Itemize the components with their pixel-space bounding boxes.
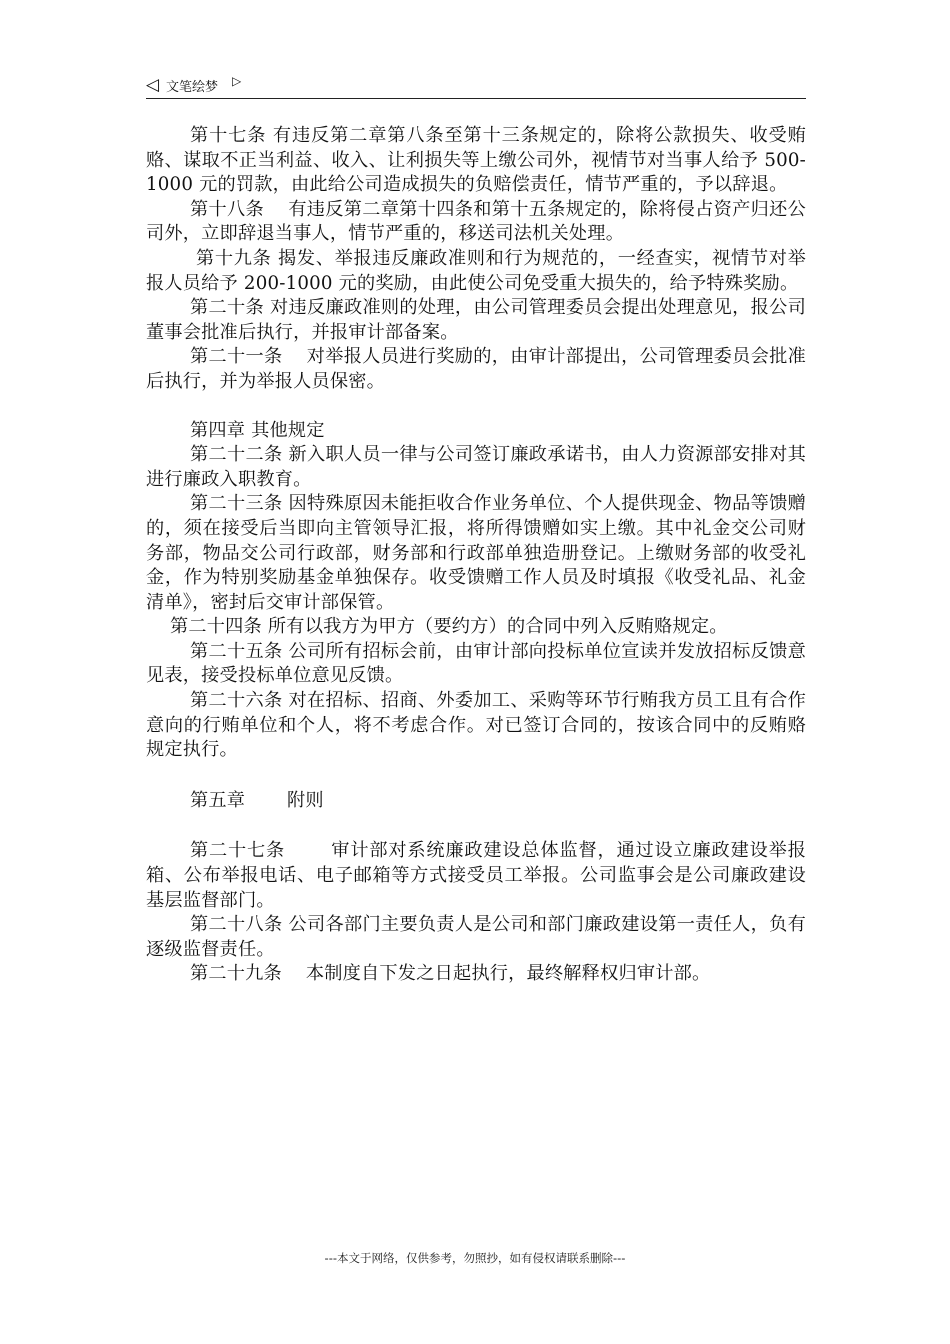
spacer: [146, 395, 806, 419]
chapter-4-heading: 第四章 其他规定: [190, 419, 325, 441]
page-header: [146, 72, 806, 99]
article-19: 第十九条 揭发、举报违反廉政准则和行为规范的，一经查实，视情节对举报人员给予 200-1000 元的奖励，由此使公司免受重大损失的，给予特殊奖励。: [146, 247, 806, 294]
article-17: 第十七条 有违反第二章第八条至第十三条规定的，除将公款损失、收受贿赂、谋取不正当利益、收入、让利损失等上缴公司外，视情节对当事人给予 500-1000 元的罚款，由此给公司造成损失的负赔偿责任，情节严重的，予以辞退。: [146, 125, 806, 196]
article-20: 第二十条 对违反廉政准则的处理，由公司管理委员会提出处理意见，报公司董事会批准后执行，并报审计部备案。: [146, 297, 806, 343]
article-29: 第二十九条 本制度自下发之日起执行，最终解释权归审计部。: [190, 963, 711, 985]
article-23: 第二十三条 因特殊原因未能拒收合作业务单位、个人提供现金、物品等馈赠的，须在接受后当即向主管领导汇报，将所得馈赠如实上缴。其中礼金交公司财务部，物品交公司行政部，财务部和行政部单独造册登记。上缴财务部的收受礼金，作为特别奖励基金单独保存。收受馈赠工作人员及时填报《收受礼品、礼金清单》，密封后交审计部保管。: [146, 493, 806, 613]
triangle-right-icon: ▷: [232, 74, 242, 88]
article-28: 第二十八条 公司各部门主要负责人是公司和部门廉政建设第一责任人，负有逐级监督责任。: [146, 914, 806, 960]
spacer: [146, 763, 806, 789]
article-21: 第二十一条 对举报人员进行奖励的，由审计部提出，公司管理委员会批准后执行，并为举报人员保密。: [146, 346, 806, 392]
spacer: [146, 813, 806, 839]
article-26: 第二十六条 对在招标、招商、外委加工、采购等环节行贿我方员工且有合作意向的行贿单位和个人，将不考虑合作。对已签订合同的，按该合同中的反贿赂规定执行。: [146, 690, 806, 761]
article-18: 第十八条 有违反第二章第十四条和第十五条规定的，除将侵占资产归还公司外，立即辞退当事人，情节严重的，移送司法机关处理。: [146, 198, 806, 245]
triangle-left-icon: ◁: [146, 75, 160, 95]
document-body: [146, 124, 806, 987]
article-22: 第二十二条 新入职人员一律与公司签订廉政承诺书，由人力资源部安排对其进行廉政入职教育。: [146, 444, 806, 490]
page-footer: ---本文于网络，仅供参考，勿照抄，如有侵权请联系删除---: [324, 1251, 626, 1265]
article-24: 第二十四条 所有以我方为甲方（要约方）的合同中列入反贿赂规定。: [170, 616, 728, 638]
article-27: 第二十七条 审计部对系统廉政建设总体监督，通过设立廉政建设举报箱、公布举报电话、电子邮箱等方式接受员工举报。公司监事会是公司廉政建设基层监督部门。: [146, 840, 806, 911]
chapter-5-heading: 第五章 附则: [190, 789, 324, 811]
header-brand: 文笔绘梦: [166, 80, 219, 95]
article-25: 第二十五条 公司所有招标会前，由审计部向投标单位宣读并发放招标反馈意见表，接受投标单位意见反馈。: [146, 640, 806, 687]
